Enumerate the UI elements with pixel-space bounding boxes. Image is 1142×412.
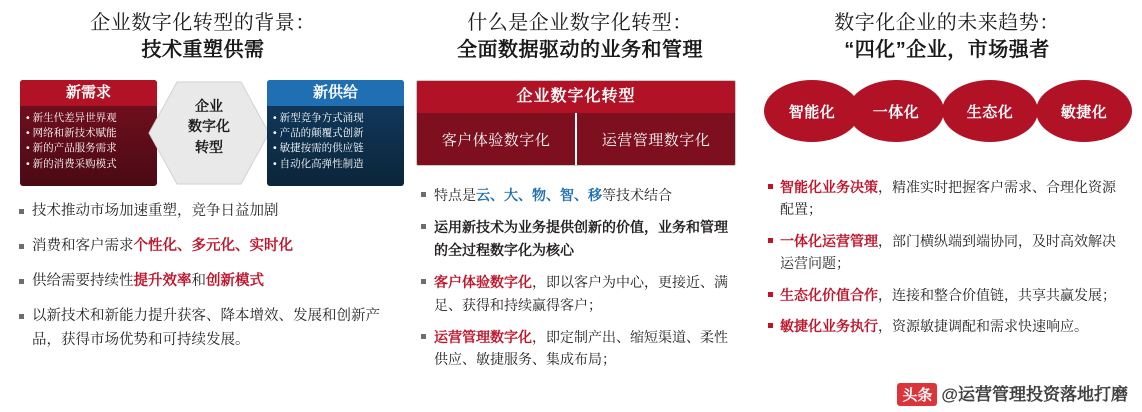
column-3-heading xyxy=(764,10,1130,64)
bullet-text-segment: 供给需要持续性 xyxy=(32,272,134,289)
bullet-text-segment: ，连接和整合价值链，共享共赢发展； xyxy=(878,286,1116,303)
column-1-heading xyxy=(14,10,392,64)
list-item: • 敏捷按需的供应链 xyxy=(273,142,364,155)
heading-line-2: 技术重塑供需 xyxy=(141,39,265,61)
table-cell-operations-management: 运营管理数字化 xyxy=(575,113,735,165)
watermark xyxy=(897,380,1128,406)
bullet-text-segment: 运用新技术为业务提供创新的价值，业务和管理的全过程数字化为核心 xyxy=(434,219,728,258)
column-2-bullets xyxy=(416,184,744,371)
list-item xyxy=(32,200,388,224)
new-supply-panel xyxy=(267,80,404,186)
list-item xyxy=(434,326,738,371)
column-1-bullets xyxy=(14,200,392,353)
pill-intelligent: 智能化 xyxy=(764,80,860,142)
list-item xyxy=(434,184,738,206)
watermark-badge: 头条 xyxy=(897,383,937,406)
bullet-text-segment: 运营管理数字化 xyxy=(434,328,532,345)
pill-ecological: 生态化 xyxy=(942,80,1038,142)
bullet-text-segment: ，即定制产出、缩短渠道、柔性供应、敏捷服务、集成布局； xyxy=(434,328,728,368)
bullet-text-segment: ，资源敏捷调配和需求快速响应。 xyxy=(878,317,1088,334)
new-supply-items xyxy=(267,106,404,186)
watermark-text: @运营管理投资落地打磨 xyxy=(941,385,1128,404)
list-item: • 新生代差异世界观 xyxy=(26,112,117,124)
table-row xyxy=(417,113,735,165)
table-cell-customer-experience: 客户体验数字化 xyxy=(417,113,575,165)
heading-line-1: 数字化企业的未来趋势： xyxy=(834,12,1060,34)
list-item xyxy=(32,270,388,294)
bullet-text-segment: 提升效率 xyxy=(133,272,192,289)
bullet-text-segment: 生态化价值合作 xyxy=(780,286,878,303)
list-item xyxy=(780,230,1126,275)
bullet-text-segment: ，精准实时把握客户需求、合理化资源配置； xyxy=(780,179,1116,218)
new-demand-items xyxy=(20,106,157,186)
bullet-text-segment: ，部门横纵端到端协同，及时高效解决运营问题； xyxy=(780,232,1116,272)
heading-line-2: “四化”企业，市场强者 xyxy=(844,39,1050,61)
hexagon-label xyxy=(147,96,271,157)
bullet-text-segment: 特点是 xyxy=(434,187,476,203)
list-item xyxy=(434,216,738,261)
column-background xyxy=(404,0,754,412)
column-2-heading xyxy=(416,10,744,64)
bullet-text-segment: 消费和客户需求 xyxy=(32,237,134,254)
table-title: 企业数字化转型 xyxy=(417,81,735,113)
list-item xyxy=(32,305,388,353)
bullet-text-segment: 等技术结合 xyxy=(602,187,672,203)
hexagon-line-3: 转型 xyxy=(195,138,223,155)
bullet-text-segment: 云、大、物、智、移 xyxy=(476,187,602,203)
bullet-text-segment: 智能化业务决策 xyxy=(780,179,878,195)
bullet-text-segment: 和 xyxy=(191,272,206,289)
bullet-text-segment: 客户体验数字化 xyxy=(434,274,532,291)
list-item: • 自动化高弹性制造 xyxy=(273,157,364,170)
list-item xyxy=(32,235,388,259)
heading-line-1: 什么是企业数字化转型： xyxy=(467,12,693,34)
list-item xyxy=(780,176,1126,221)
list-item xyxy=(780,315,1126,337)
list-item: • 新型竞争方式涌现 xyxy=(273,112,364,124)
four-modernizations-diagram xyxy=(764,80,1130,150)
bullet-text-segment: 一体化运营管理 xyxy=(780,232,878,249)
list-item xyxy=(434,271,738,316)
new-demand-caption: 新需求 xyxy=(20,80,157,106)
bullet-text-segment: 技术推动市场加速重塑，竞争日益加剧 xyxy=(32,203,279,219)
bullet-text-segment: 以新技术和新能力提升获客、降本增效、发展和创新产品，获得市场优势和可持续发展。 xyxy=(32,307,380,348)
list-item: • 网络和新技术赋能 xyxy=(26,127,117,140)
pill-integrated: 一体化 xyxy=(848,80,944,142)
bullet-text-segment: 创新模式 xyxy=(206,272,264,289)
supply-demand-diagram xyxy=(14,80,392,186)
column-3-bullets xyxy=(764,176,1130,337)
center-hexagon xyxy=(147,78,271,188)
column-background xyxy=(0,0,404,412)
heading-line-2: 全面数据驱动的业务和管理 xyxy=(457,39,703,61)
list-item xyxy=(780,284,1126,306)
new-demand-panel xyxy=(20,80,157,186)
bullet-text-segment: ，即以客户为中心，更接近、满足、获得和持续赢得客户； xyxy=(434,274,728,313)
list-item: • 新的消费采购模式 xyxy=(26,157,117,170)
hexagon-line-2: 数字化 xyxy=(188,118,230,135)
column-background xyxy=(754,0,1142,412)
bullet-text-segment: 个性化、多元化、实时化 xyxy=(133,237,293,254)
transformation-table xyxy=(416,80,736,166)
pill-agile: 敏捷化 xyxy=(1036,80,1132,142)
list-item: • 产品的颠覆式创新 xyxy=(273,127,364,140)
new-supply-caption: 新供给 xyxy=(267,80,404,106)
list-item: • 新的产品服务需求 xyxy=(26,142,117,155)
hexagon-line-1: 企业 xyxy=(195,98,223,114)
bullet-text-segment: 敏捷化业务执行 xyxy=(780,317,878,334)
heading-line-1: 企业数字化转型的背景： xyxy=(90,12,316,34)
